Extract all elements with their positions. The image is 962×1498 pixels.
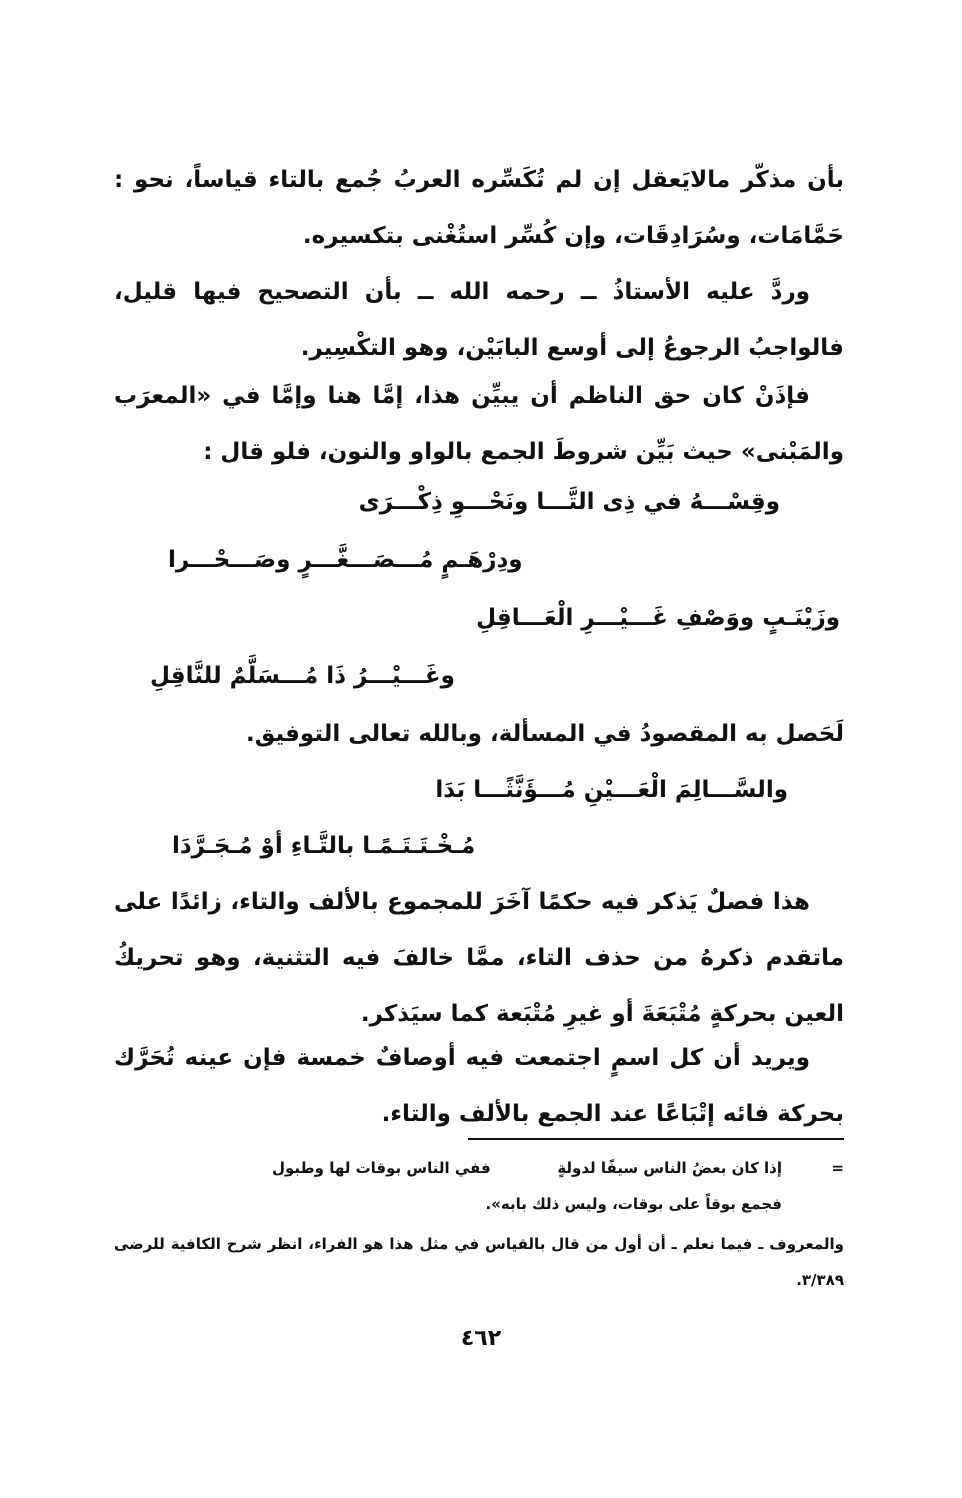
footnote-line-3: والمعروف ـ فيما نعلم ـ أن أول من قال بالقياس في مثل هذا هو الفراء، انظر شرح الكافية للرضى ٣/٣٨٩.: [114, 1235, 844, 1289]
verse-line-5: والسَّـــالِمَ الْعَـــيْنِ مُـــؤَنَّثًـــا بَدَا: [435, 777, 788, 803]
footnote-hemistich-2: ففي الناس بوقات لها وطبول: [272, 1159, 491, 1177]
body-paragraph-2: وردَّ عليه الأستاذُ ــ رحمه الله ــ بأن التصحيح فيها قليل، فالواجبُ الرجوعُ إلى أوسع البابَيْن، وهو التكْسِير.: [114, 279, 844, 361]
verse-line-3: وزَيْنَـبٍ ووَصْفِ غَـــيْـــرِ الْعَـــاقِلِ: [476, 605, 840, 631]
body-paragraph-6: ويريد أن كل اسمٍ اجتمعت فيه أوصافٌ خمسة فإن عينه تُحَرَّك بحركة فائه إتْبَاعًا عند الجمع بالألف والتاء.: [114, 1045, 844, 1127]
body-paragraph-3: فإذَنْ كان حق الناظم أن يبيِّن هذا، إمَّا هنا وإمَّا في «المعرَب والمَبْنى» حيث بَيِّن شروطَ الجمع بالواو والنون، فلو قال :: [114, 383, 844, 465]
body-paragraph-4: لَحَصل به المقصودُ في المسألة، وبالله تعالى التوفيق.: [246, 721, 844, 747]
body-paragraph-5: هذا فصلٌ يَذكر فيه حكمًا آخَرَ للمجموع بالألف والتاء، زائدًا على ماتقدم ذكرهُ من حذف التاء، ممَّا خالفَ فيه التثنية، وهو تحريكُ العين بحركةٍ مُتْبَعَةَ أو غيرِ مُتْبَعة كما سيَذكر.: [114, 889, 844, 1027]
footnote-divider: [468, 1138, 844, 1140]
footnote-hemistich-1: إذا كان بعضُ الناس سيفًا لدولةٍ: [557, 1159, 782, 1177]
footnote-marker: =: [831, 1159, 844, 1177]
body-paragraph-1: بأن مذكّر مالايَعقل إن لم تُكَسِّره العربُ جُمع بالتاء قياساً، نحو : حَمَّامَات، وسُرَادِقَات، وإن كُسِّر استُغْنى بتكسيره.: [114, 167, 844, 249]
verse-line-2: ودِرْهَـمٍ مُـــصَـــغَّـــرٍ وصَـــحْـــرا: [168, 547, 523, 573]
verse-line-6: مُـخْـتَـتَـمًـا بالتَّـاءِ أوْ مُـجَـرَّدَا: [172, 833, 476, 859]
verse-line-1: وقِسْـــهُ في ذِى التَّـــا ونَحْـــوِ ذِكْـــرَى: [358, 489, 780, 515]
footnote-line-2: فجمع بوقاً على بوقات، وليس ذلك بابه».: [485, 1195, 782, 1213]
page-number: ٤٦٢: [460, 1326, 502, 1351]
verse-line-4: وغَـــيْـــرُ ذَا مُـــسَلَّمٌ للنَّاقِلِ: [150, 663, 455, 689]
